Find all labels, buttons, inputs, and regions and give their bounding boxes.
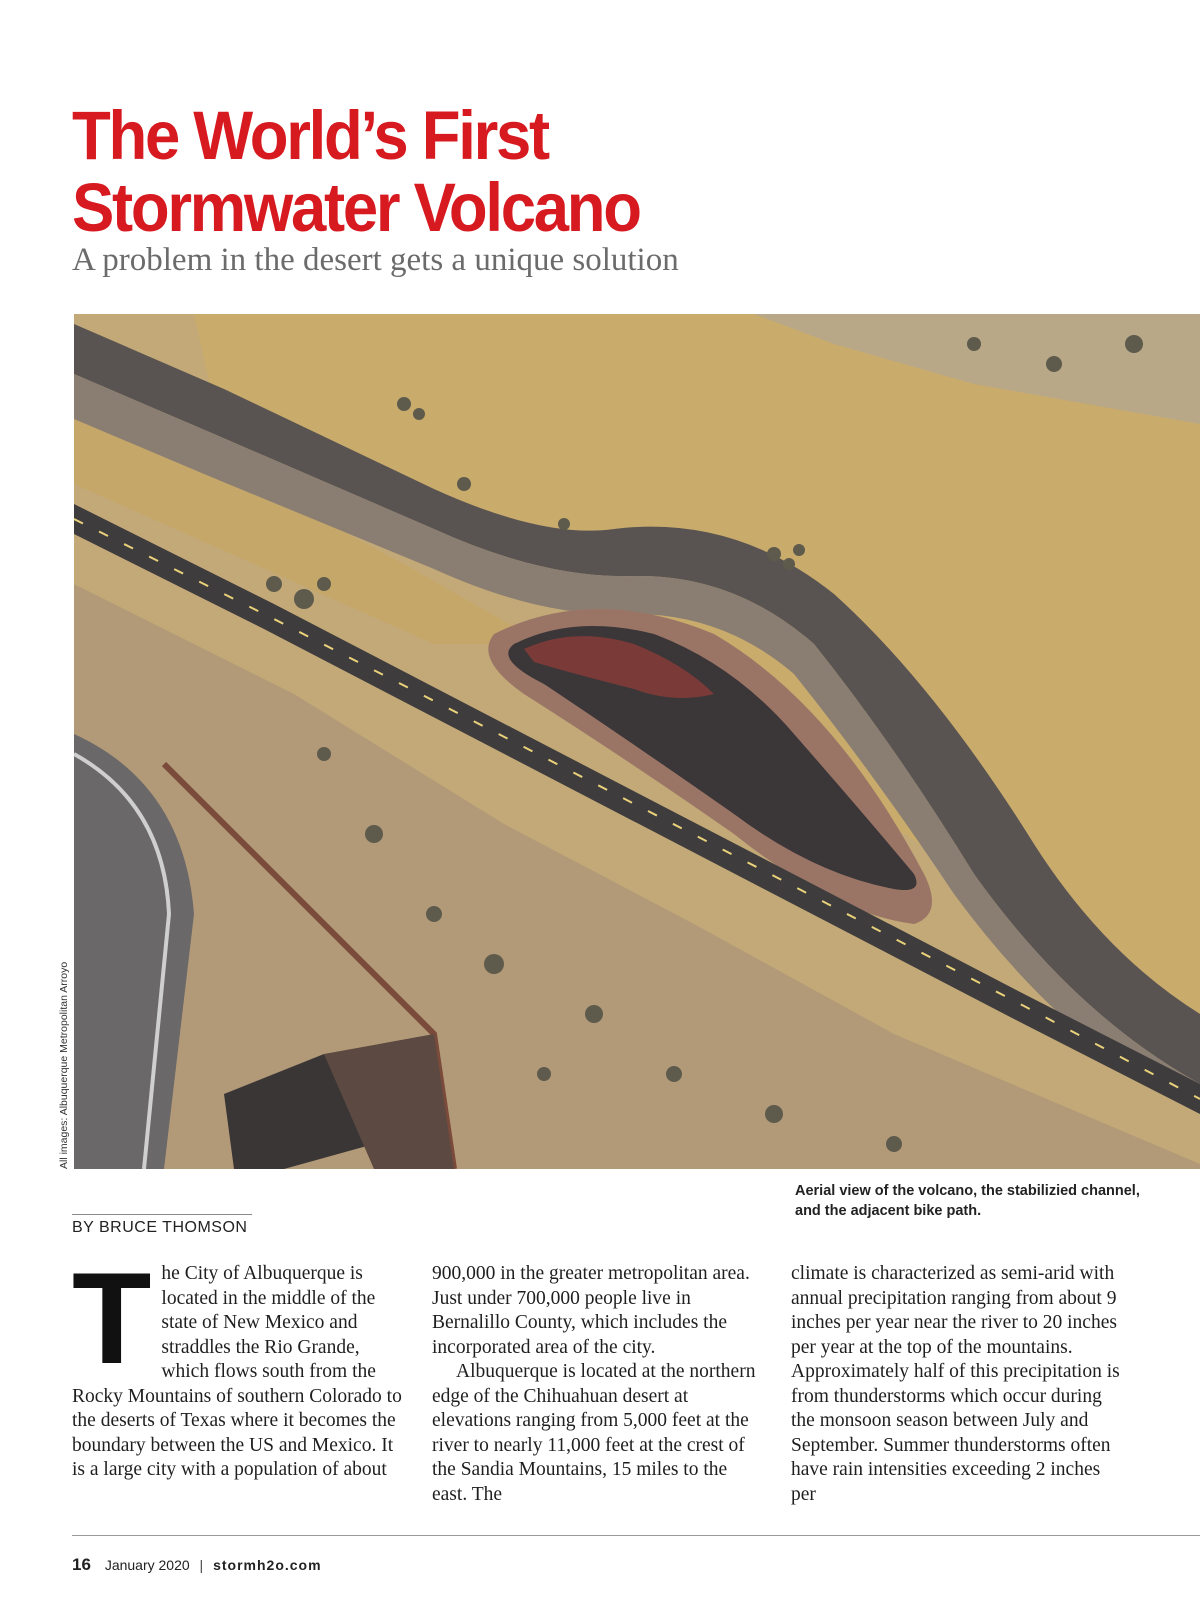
- byline-divider: [72, 1214, 252, 1215]
- aerial-photo: [74, 314, 1200, 1169]
- photo-caption: Aerial view of the volcano, the stabilizied channel, and the adjacent bike path.: [795, 1183, 1140, 1219]
- page-number: 16: [72, 1555, 91, 1574]
- footer-separator: |: [199, 1557, 204, 1573]
- photo-credit: All images: Albuquerque Metropolitan Arroyo: [58, 961, 70, 1169]
- body-column-1: [72, 1245, 407, 1483]
- title-line-2: Stormwater Volcano: [72, 169, 640, 246]
- aerial-photo-illustration: [74, 314, 1200, 1169]
- page-footer: [72, 1555, 322, 1575]
- article-title: [72, 97, 640, 246]
- drop-cap: T: [72, 1245, 152, 1391]
- title-line-1: The World’s First: [72, 97, 548, 174]
- body-paragraph: 900,000 in the greater metropolitan area. Just under 700,000 people live in Bernalillo County, which includes the incorporated area of the city.: [432, 1263, 750, 1358]
- issue-date: January 2020: [104, 1557, 190, 1573]
- footer-divider: [72, 1535, 1200, 1536]
- body-column-3: [791, 1262, 1126, 1507]
- article-subtitle: A problem in the desert gets a unique solution: [72, 242, 679, 278]
- body-paragraph: climate is characterized as semi-arid with annual precipitation ranging from about 9 inches per year near the river to 20 inches per year at the top of the mountains. Approximately half of this precipitation is from thunderstorms which occur during the monsoon season between July and September. Summer thunderstorms often have rain intensities exceeding 2 inches per: [791, 1263, 1120, 1505]
- byline: BY BRUCE THOMSON: [72, 1219, 248, 1236]
- body-paragraph: he City of Albuquerque is located in the middle of the state of New Mexico and straddles the Rio Grande, which flows south from the Rocky Mountains of southern Colorado to the deserts of Texas where it becomes the boundary between the US and Mexico. It is a large city with a population of about: [72, 1263, 402, 1480]
- website-link[interactable]: stormh2o.com: [213, 1557, 322, 1573]
- body-column-2: [432, 1262, 767, 1507]
- body-paragraph: Albuquerque is located at the northern edge of the Chihuahuan desert at elevations ranging from 5,000 feet at the river to nearly 11,000 feet at the crest of the Sandia Mountains, 15 miles to the east. The: [432, 1361, 756, 1505]
